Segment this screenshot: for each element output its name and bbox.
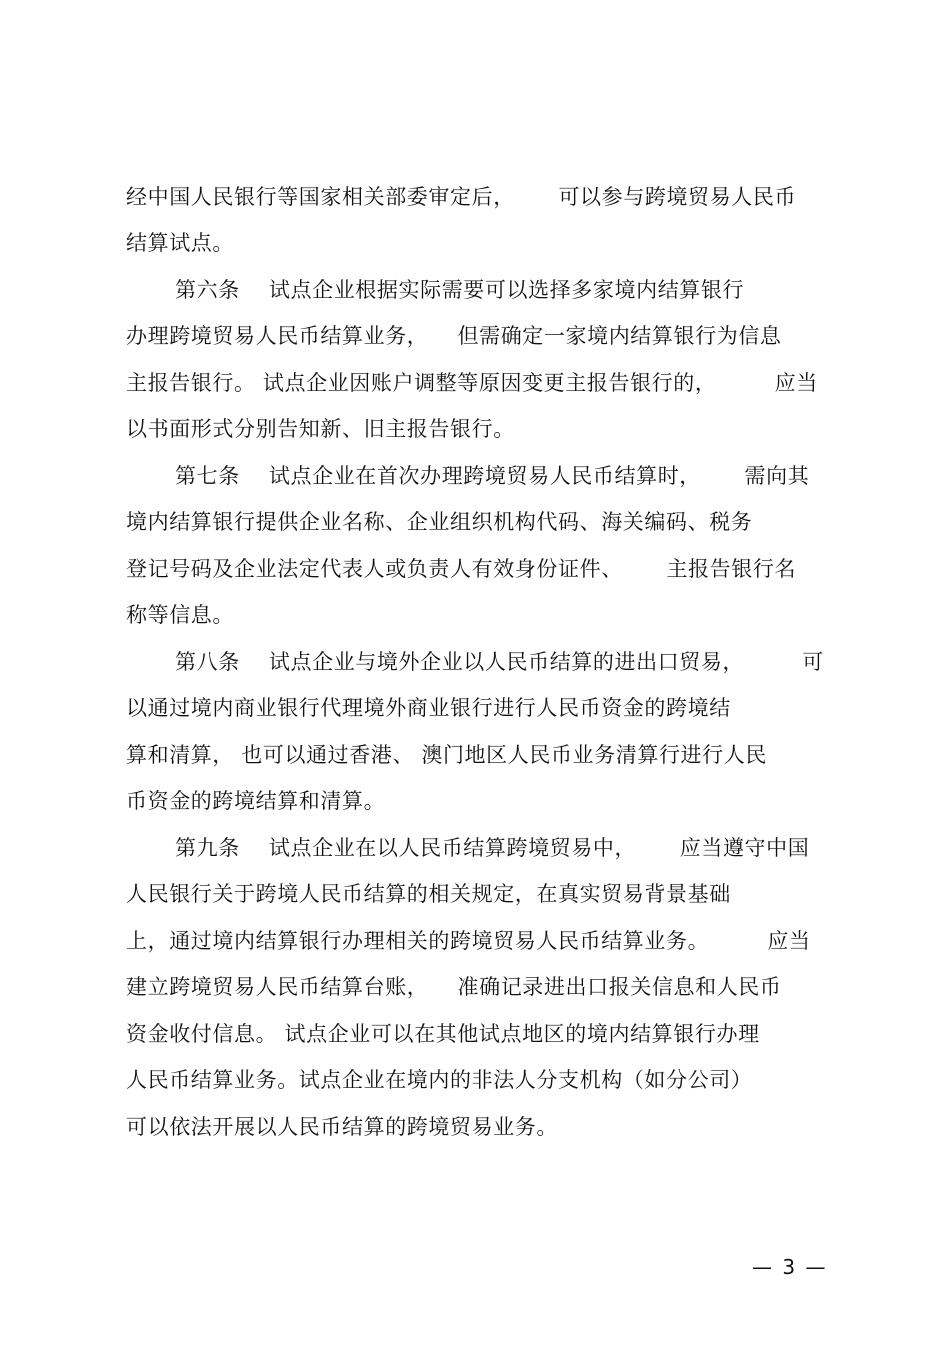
text-line: 建立跨境贸易人民币结算台账， 准确记录进出口报关信息和人民币 — [126, 975, 782, 999]
text-line: 登记号码及企业法定代表人或负责人有效身份证件、 主报告银行名 — [126, 557, 797, 581]
text-line: 资金收付信息。 试点企业可以在其他试点地区的境内结算银行办理 — [126, 1022, 760, 1046]
text-line: 办理跨境贸易人民币结算业务， 但需确定一家境内结算银行为信息 — [126, 324, 782, 348]
text-line: 称等信息。 — [126, 603, 234, 627]
text-line: 币资金的跨境结算和清算。 — [126, 789, 386, 813]
text-line: 境内结算银行提供企业名称、企业组织机构代码、海关编码、税务 — [126, 510, 753, 534]
article-8-heading-line: 第八条 试点企业与境外企业以人民币结算的进出口贸易， 可 — [175, 650, 824, 674]
article-7-heading-line: 第七条 试点企业在首次办理跨境贸易人民币结算时， 需向其 — [175, 464, 810, 488]
text-line: 人民银行关于跨境人民币结算的相关规定，在真实贸易背景基础 — [126, 882, 731, 906]
text-line: 算和清算， 也可以通过香港、 澳门地区人民币业务清算行进行人民 — [126, 743, 767, 767]
text-line: 结算试点。 — [126, 231, 234, 255]
article-6-heading-line: 第六条 试点企业根据实际需要可以选择多家境内结算银行 — [175, 278, 745, 302]
text-line: 人民币结算业务。试点企业在境内的非法人分支机构（如分公司） — [126, 1068, 753, 1092]
text-line: 经中国人民银行等国家相关部委审定后， 可以参与跨境贸易人民币 — [126, 185, 797, 209]
text-line: 上，通过境内结算银行办理相关的跨境贸易人民币结算业务。 应当 — [126, 929, 811, 953]
text-line: 可以依法开展以人民币结算的跨境贸易业务。 — [126, 1115, 558, 1139]
article-9-heading-line: 第九条 试点企业在以人民币结算跨境贸易中， 应当遵守中国 — [175, 836, 810, 860]
text-line: 以书面形式分别告知新、旧主报告银行。 — [126, 417, 515, 441]
text-line: 主报告银行。 试点企业因账户调整等原因变更主报告银行的， 应当 — [126, 371, 818, 395]
page-number: — 3 — — [752, 1255, 828, 1279]
text-line: 以通过境内商业银行代理境外商业银行进行人民币资金的跨境结 — [126, 696, 731, 720]
